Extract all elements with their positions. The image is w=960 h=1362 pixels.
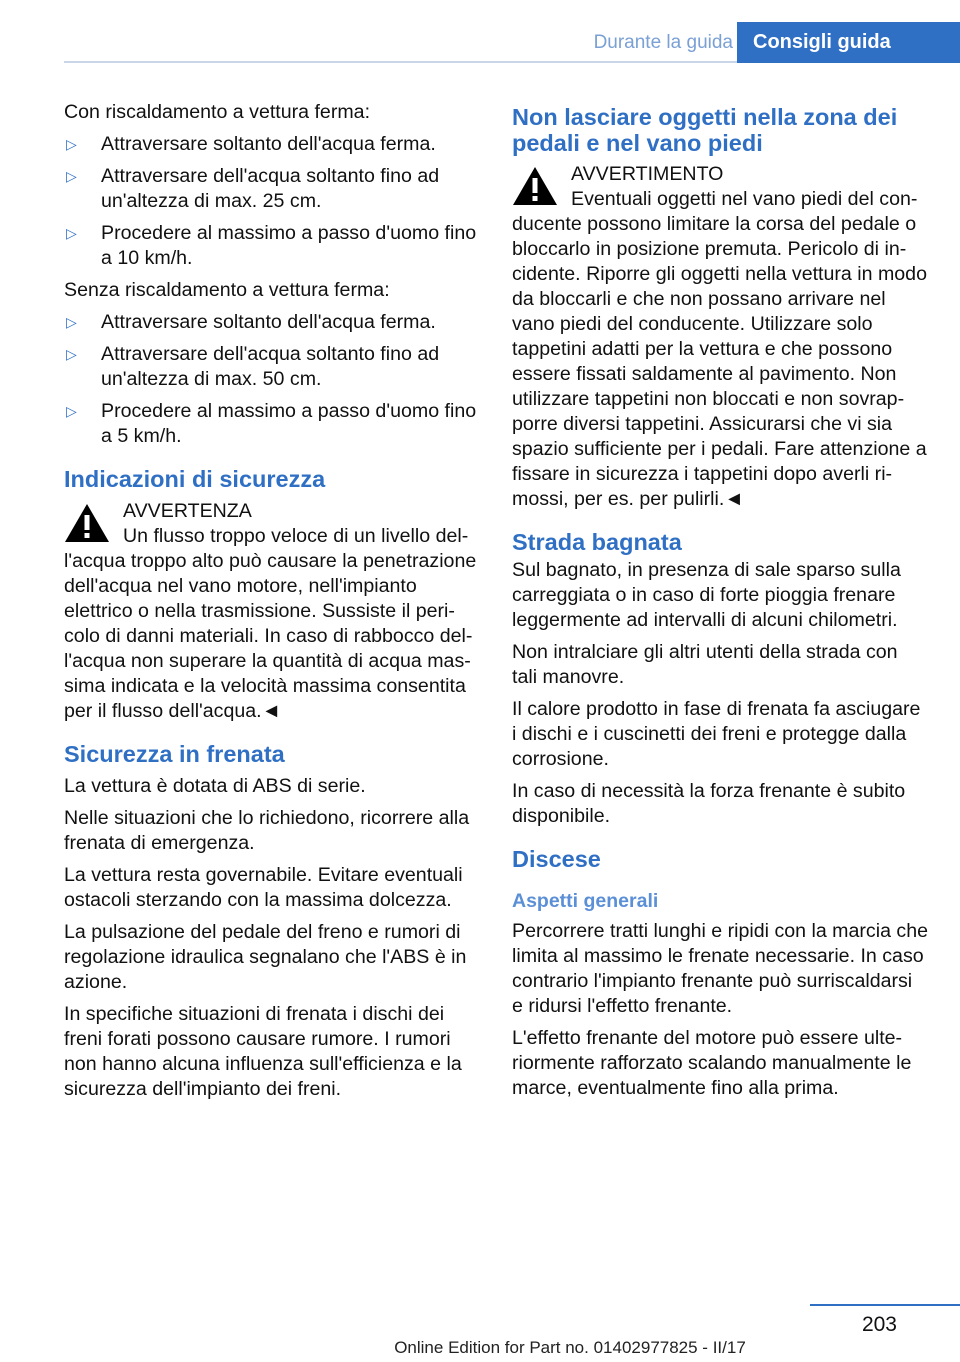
paragraph: In caso di necessità la forza frenante è subito disponibile. (512, 780, 906, 827)
footer-rule (810, 1304, 960, 1306)
intro-heated: Con riscaldamento a vettura ferma: (64, 101, 371, 123)
triangle-bullet-icon: ▷ (66, 403, 77, 419)
paragraph: La vettura è dotata di ABS di serie. (64, 775, 366, 797)
heading-braking: Sicurezza in frenata (64, 741, 285, 767)
paragraph: L'effetto frenante del motore può essere ulteriormente rafforzato scalando manualmente le marce, eventualmente fino alla prima. (512, 1027, 912, 1099)
triangle-bullet-icon: ▷ (66, 225, 77, 241)
warning-text: Eventuali oggetti nel vano piedi del conducente possono limitare la corsa del pedale o bloccarlo in posizione premuta. Pericolo di incidente. Riporre gli oggetti nella vettura in modo da bloccarli e che non possano arrivare nel vano piedi del conducente. Utilizzare solo tappetini adatti per la vettura e che possono essere fissati saldamente al pavimento. Non utilizzare tappetini non bloccati e non sovrapporre diversi tappetini. Assicurarsi che vi sia spazio sufficiente per i pedali. Fare attenzione a fissare in sicurezza i tappetini dopo averli rimossi, per es. per pulirli.◄ (512, 188, 927, 510)
triangle-bullet-icon: ▷ (66, 136, 77, 152)
paragraph: La vettura resta governabile. Evitare eventuali ostacoli sterzando con la massima dolcezza. (64, 864, 463, 911)
heading-wet-road: Strada bagnata (512, 529, 682, 555)
header-section-title: Durante la guida (593, 32, 733, 53)
header-chapter-tab: Consigli guida (737, 22, 960, 63)
paragraph: In specifiche situazioni di frenata i dischi dei freni forati possono causare rumore. I rumori non hanno alcuna influenza sull'efficienza e la sicurezza dell'impianto dei freni. (64, 1003, 462, 1100)
paragraph: Percorrere tratti lunghi e ripidi con la marcia che limita al massimo le frenate necessarie. In caso contrario l'impianto frenante può surriscaldarsi e ridursi l'effetto frenante. (512, 920, 929, 1017)
list-item: ▷ Attraversare dell'acqua soltanto fino ad un'altezza di max. 50 cm. (66, 343, 440, 390)
list-item: ▷ Attraversare soltanto dell'acqua ferma. (66, 133, 436, 155)
list-item: ▷ Attraversare dell'acqua soltanto fino ad un'altezza di max. 25 cm. (66, 165, 440, 212)
list-item: ▷ Attraversare soltanto dell'acqua ferma. (66, 311, 436, 333)
intro-unheated: Senza riscaldamento a vettura ferma: (64, 279, 390, 301)
triangle-bullet-icon: ▷ (66, 346, 77, 362)
paragraph: Sul bagnato, in presenza di sale sparso sulla carreggiata o in caso di forte pioggia frenare leggermente ad intervalli di alcuni chilometri. (512, 559, 901, 631)
warning-block (512, 162, 928, 512)
left-column (64, 100, 482, 1109)
heading-safety: Indicazioni di sicurezza (64, 466, 326, 492)
subheading-general: Aspetti generali (512, 890, 659, 912)
warning-title: AVVERTIMENTO (571, 163, 724, 185)
heading-descents: Discese (512, 846, 601, 872)
list-item: ▷ Procedere al massimo a passo d'uomo fino a 10 km/h. (66, 222, 477, 269)
warning-title: AVVERTENZA (123, 500, 252, 522)
paragraph: Non intralciare gli altri utenti della strada con tali manovre. (512, 641, 898, 688)
paragraph: La pulsazione del pedale del freno e rumori di regolazione idraulica segnalano che l'ABS è in azione. (64, 921, 467, 993)
page-number: 203 (861, 1313, 897, 1336)
heading-footwell: Non lasciare oggetti nella zona dei pedali e nel vano piedi (512, 104, 898, 156)
warning-text: Un flusso troppo veloce di un livello dell'acqua troppo alto può causare la penetrazione dell'acqua nel vano motore, nell'impianto elettrico o nella trasmissione. Sussiste il pericolo di danni materiali. In caso di rabbocco dell'acqua non superare la quantità di acqua massima indicata e la velocità massima consentita per il flusso dell'acqua.◄ (64, 525, 477, 722)
triangle-bullet-icon: ▷ (66, 314, 77, 330)
paragraph: Nelle situazioni che lo richiedono, ricorrere alla frenata di emergenza. (64, 807, 470, 854)
warning-icon (512, 166, 558, 206)
warning-block (64, 499, 482, 724)
paragraph: Il calore prodotto in fase di frenata fa asciugare i dischi e i cuscinetti dei freni e protegge dalla corrosione. (512, 698, 921, 770)
triangle-bullet-icon: ▷ (66, 168, 77, 184)
edition-note: Online Edition for Part no. 01402977825 - II/17 (394, 1338, 746, 1357)
list-item: ▷ Procedere al massimo a passo d'uomo fino a 5 km/h. (66, 400, 477, 447)
warning-icon (64, 503, 110, 543)
right-column (512, 100, 928, 1108)
